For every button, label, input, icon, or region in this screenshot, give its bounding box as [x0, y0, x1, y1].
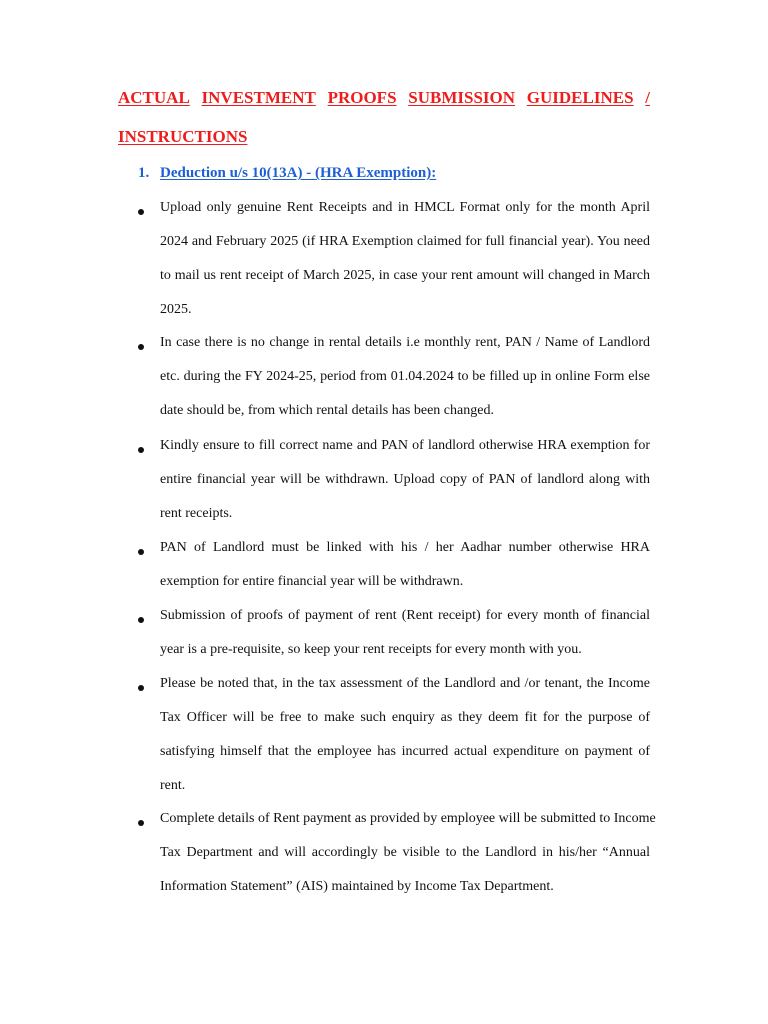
bullet-text-line: rent.	[160, 778, 186, 793]
bullet-dot	[138, 344, 144, 350]
title-word: INVESTMENT	[201, 88, 316, 107]
bullet-text-line: Please be noted that, in the tax assessment of the Landlord and /or tenant, the Income	[160, 676, 650, 691]
bullet-text-line: Information Statement” (AIS) maintained by Income Tax Department.	[160, 879, 554, 894]
bullet-text-line: Complete details of Rent payment as provided by employee will be submitted to Income	[160, 811, 656, 826]
bullet-text-line: year is a pre-requisite, so keep your rent receipts for every month with you.	[160, 642, 582, 657]
section-heading	[138, 165, 436, 182]
document-title-line-1	[118, 88, 650, 108]
bullet-dot	[138, 447, 144, 453]
bullet-text-line: to mail us rent receipt of March 2025, in case your rent amount will changed in March	[160, 268, 650, 283]
title-word: PROOFS	[327, 88, 397, 107]
bullet-text-line: Tax Department and will accordingly be visible to the Landlord in his/her “Annual	[160, 845, 650, 860]
bullet-dot	[138, 685, 144, 691]
document-title-line-2: INSTRUCTIONS	[118, 127, 248, 146]
bullet-item	[138, 198, 652, 334]
title-word: /	[645, 88, 650, 107]
bullet-text-line: etc. during the FY 2024-25, period from 01.04.2024 to be filled up in online Form else	[160, 369, 650, 384]
bullet-dot	[138, 549, 144, 555]
bullet-item	[138, 333, 652, 435]
bullet-text-line: date should be, from which rental details has been changed.	[160, 403, 494, 418]
bullet-text-line: entire financial year will be withdrawn. Upload copy of PAN of landlord along with	[160, 472, 650, 487]
bullet-text-line: In case there is no change in rental details i.e monthly rent, PAN / Name of Landlord	[160, 335, 650, 350]
bullet-text-line: satisfying himself that the employee has incurred actual expenditure on payment of	[160, 744, 650, 759]
bullet-item	[138, 538, 652, 606]
bullet-text-line: 2024 and February 2025 (if HRA Exemption claimed for full financial year). You need	[160, 234, 650, 249]
bullet-dot	[138, 617, 144, 623]
bullet-text-line: Upload only genuine Rent Receipts and in HMCL Format only for the month April	[160, 200, 650, 215]
bullet-text-line: rent receipts.	[160, 506, 233, 521]
bullet-item	[138, 436, 652, 538]
bullet-text-line: exemption for entire financial year will be withdrawn.	[160, 574, 464, 589]
bullet-dot	[138, 209, 144, 215]
bullet-item	[138, 809, 656, 911]
bullet-dot	[138, 820, 144, 826]
bullet-text-line: Tax Officer will be free to make such enquiry as they deem fit for the purpose of	[160, 710, 650, 725]
bullet-item	[138, 674, 652, 810]
title-word: SUBMISSION	[408, 88, 516, 107]
bullet-text-line: PAN of Landlord must be linked with his / her Aadhar number otherwise HRA	[160, 540, 650, 555]
title-word: ACTUAL	[118, 88, 190, 107]
bullet-text-line: Kindly ensure to fill correct name and PAN of landlord otherwise HRA exemption for	[160, 438, 650, 453]
title-word: GUIDELINES	[526, 88, 634, 107]
bullet-text-line: 2025.	[160, 302, 192, 317]
bullet-text-line: Submission of proofs of payment of rent (Rent receipt) for every month of financial	[160, 608, 650, 623]
bullet-item	[138, 606, 652, 674]
section-number: 1.	[138, 165, 150, 181]
section-label: Deduction u/s 10(13A) - (HRA Exemption):	[160, 165, 437, 181]
